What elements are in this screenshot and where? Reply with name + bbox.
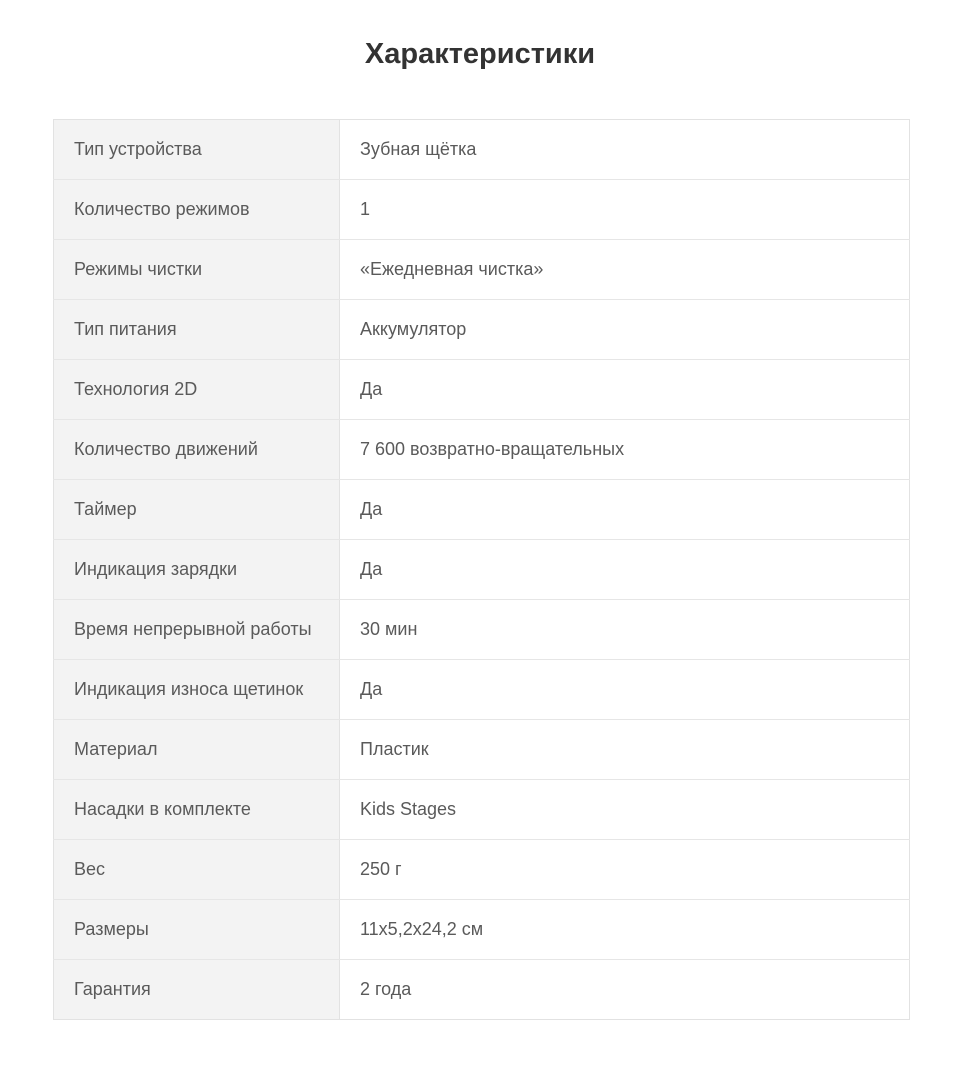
spec-row (54, 660, 910, 720)
spec-row (54, 780, 910, 840)
spec-value: Да (340, 480, 910, 540)
spec-row (54, 240, 910, 300)
spec-row (54, 840, 910, 900)
spec-value: Зубная щётка (340, 120, 910, 180)
spec-value: «Ежедневная чистка» (340, 240, 910, 300)
spec-label: Тип питания (54, 300, 340, 360)
spec-row (54, 300, 910, 360)
spec-value: 11x5,2x24,2 см (340, 900, 910, 960)
spec-label: Количество движений (54, 420, 340, 480)
spec-label: Гарантия (54, 960, 340, 1020)
spec-label: Размеры (54, 900, 340, 960)
spec-value: 2 года (340, 960, 910, 1020)
spec-label: Вес (54, 840, 340, 900)
spec-label: Тип устройства (54, 120, 340, 180)
spec-value: Да (340, 660, 910, 720)
spec-value: 30 мин (340, 600, 910, 660)
spec-row (54, 360, 910, 420)
page-title: Характеристики (364, 38, 596, 70)
spec-value: 250 г (340, 840, 910, 900)
spec-table-body (54, 120, 910, 1020)
spec-row (54, 600, 910, 660)
spec-label: Насадки в комплекте (54, 780, 340, 840)
spec-value: Аккумулятор (340, 300, 910, 360)
spec-label: Таймер (54, 480, 340, 540)
spec-value: Пластик (340, 720, 910, 780)
spec-row (54, 960, 910, 1020)
spec-row (54, 420, 910, 480)
spec-value: 1 (340, 180, 910, 240)
spec-row (54, 720, 910, 780)
spec-label: Материал (54, 720, 340, 780)
spec-value: Да (340, 360, 910, 420)
spec-label: Технология 2D (54, 360, 340, 420)
spec-row (54, 180, 910, 240)
spec-label: Режимы чистки (54, 240, 340, 300)
spec-value: Kids Stages (340, 780, 910, 840)
spec-row (54, 540, 910, 600)
spec-table (53, 119, 910, 1020)
spec-label: Количество режимов (54, 180, 340, 240)
spec-label: Время непрерывной работы (54, 600, 340, 660)
spec-row (54, 480, 910, 540)
spec-value: Да (340, 540, 910, 600)
spec-row (54, 120, 910, 180)
spec-row (54, 900, 910, 960)
spec-label: Индикация износа щетинок (54, 660, 340, 720)
spec-label: Индикация зарядки (54, 540, 340, 600)
spec-value: 7 600 возвратно-вращательных (340, 420, 910, 480)
